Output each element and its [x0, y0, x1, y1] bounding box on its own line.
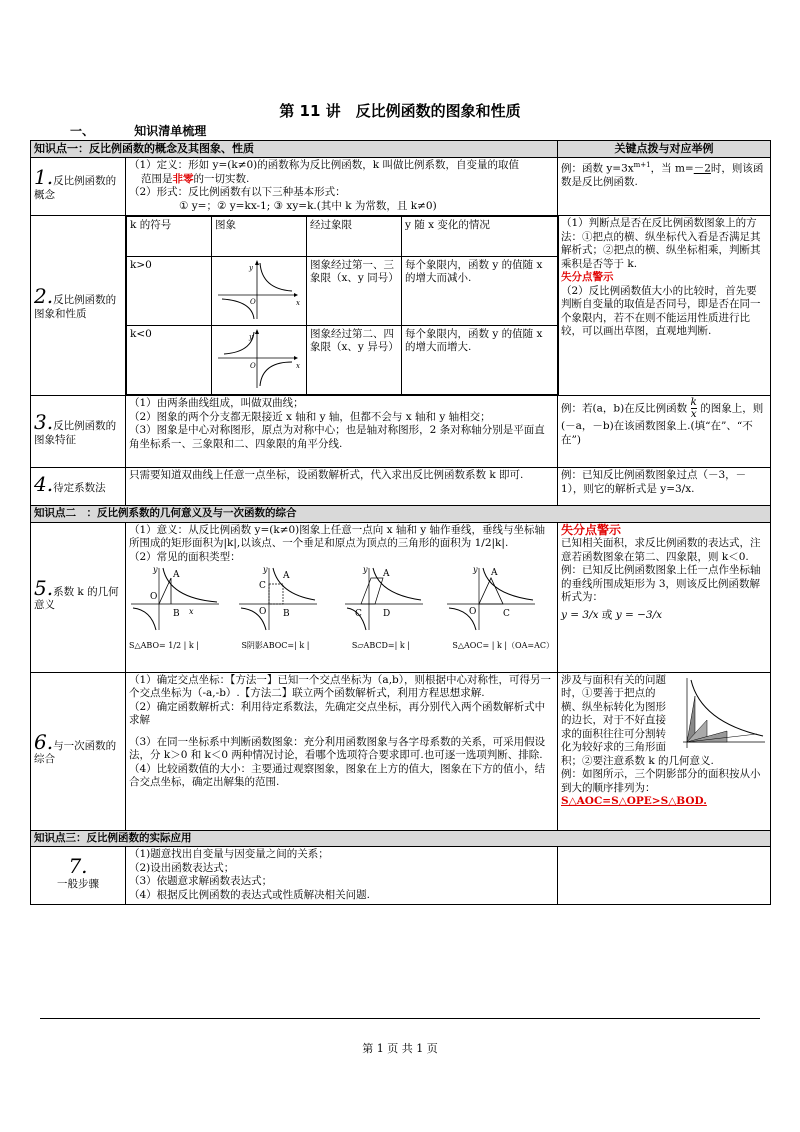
- svg-text:y: y: [363, 565, 368, 574]
- svg-text:A: A: [383, 569, 390, 579]
- steps-content: （1)题意找出自变量与因变量之间的关系； （2)设出函数表达式； （3）依题意求解函数表达式； （4）根据反比例函数的表达式或性质解决相关问题.: [126, 847, 558, 905]
- section-two-header: 知识点二 ：反比例系数的几何意义及与一次函数的综合: [31, 506, 771, 523]
- graph-properties-table: [126, 216, 559, 395]
- k-geometry-tips: 失分点警示 已知相关面积，求反比例函数的表达式，注意若函数图象在第二、四象限，则 k＜0. 例：已知反比例函数图象上任一点作坐标轴的垂线所围成矩形为 3，则该反比例函数解析式为： y = 3/x 或 y = −3/x: [558, 522, 771, 672]
- features-content: （1）由两条曲线组成，叫做双曲线； （2）图象的两个分支都无限接近 x 轴和 y 轴，但都不会与 x 轴和 y 轴相交； （3）图象是中心对称图形，原点为对称中心；也是轴对称图形，2 条对称轴分别是平面直角坐标系一、三象限和二、四象限的角平分线.: [126, 396, 558, 468]
- method-example: 例：已知反比例函数图象过点（－3，－1），则它的解析式是 y=3/x.: [558, 468, 771, 506]
- row-name-features: 3.反比例函数的图象特征: [31, 396, 126, 468]
- svg-text:C: C: [259, 581, 266, 591]
- area-types-figures: [129, 564, 553, 632]
- k-geometry-content: （1）意义：从反比例函数 y=(k≠0)图象上任意一点向 x 轴和 y 轴作垂线，垂线与坐标轴所围成的矩形面积为|k|,以该点、一个垂足和原点为顶点的三角形的面积为 1/2|k|. （2）常见的面积类型： A B O y x A B C O y A D C y A C O y S△ABO= 1/2 | k | S阴影ABOC=| k | S▱ABCD=| k | S△AOC= | k |（OA=AC）: [126, 522, 558, 672]
- table-header-row: [31, 141, 771, 158]
- row-concept: [31, 158, 771, 216]
- linear-content: （1）确定交点坐标：【方法一】已知一个交点坐标为（a,b），则根据中心对称性，可得另一个交点坐标为（-a,-b）.【方法二】联立两个函数解析式，利用方程思想求解. （2）确定函数解析式：利用待定系数法，先确定交点坐标，再分别代入两个函数解析式中求解 （3）在同一坐标系中判断函数图象：充分利用函数图象与各字母系数的关系，可采用假设法，分 k＞0 和 k＜0 两种情况讨论，看哪个选项符合要求即可.也可逐一选项判断、排除. （4）比较函数值的大小：主要通过观察图象，图象在上方的值大，图象在下方的值小，结合交点坐标，确定出解集的范围.: [126, 672, 558, 830]
- svg-text:O: O: [150, 592, 158, 602]
- svg-text:C: C: [355, 609, 362, 619]
- row-graph-properties: [31, 216, 771, 396]
- footer-divider: [40, 1018, 760, 1019]
- equation-positive: y = 3/x: [561, 608, 599, 621]
- header-right: 关键点拨与对应举例: [558, 141, 771, 158]
- k-positive: k>0: [127, 257, 212, 326]
- hyperbola-negative-graph: [212, 326, 304, 390]
- row-name-graph: 2.反比例函数的图象和性质: [31, 216, 126, 396]
- row-graph-features: [31, 396, 771, 468]
- area-formula-4: S△AOC= | k |（OA=AC）: [452, 640, 554, 650]
- svg-text:y: y: [263, 565, 268, 574]
- area-formula-3: S▱ABCD=| k |: [351, 640, 410, 650]
- knowledge-table: [30, 140, 771, 905]
- col-k-sign: k 的符号: [127, 217, 212, 257]
- area-formula-1: S△ABO= 1/2 | k |: [129, 640, 199, 650]
- svg-text:y: y: [249, 264, 253, 272]
- trend-negative: 每个象限内，函数 y 的值随 x 的增大而增大.: [402, 326, 559, 395]
- row-k-geometry: [31, 522, 771, 672]
- section-two-header-row: [31, 506, 771, 523]
- shaded-areas-figure: [677, 676, 767, 750]
- svg-text:B: B: [173, 609, 180, 619]
- svg-text:A: A: [283, 571, 290, 581]
- equation-negative: y = −3/x: [615, 608, 663, 621]
- col-trend: y 随 x 变化的情况: [402, 217, 559, 257]
- row-name-concept: 1.反比例函数的概念: [31, 158, 126, 216]
- row-name-k-geometry: 5.系数 k 的几何意义: [31, 522, 126, 672]
- row-linear-combination: [31, 672, 771, 830]
- col-graph: 图象: [212, 217, 307, 257]
- section-heading-text: 知识清单梳理: [134, 124, 207, 138]
- svg-text:x: x: [296, 299, 300, 307]
- svg-text:y: y: [153, 565, 158, 574]
- area-formula-2: S阴影ABOC=| k |: [241, 640, 310, 650]
- svg-text:B: B: [283, 609, 290, 619]
- row-name-linear: 6.与一次函数的综合: [31, 672, 126, 830]
- svg-text:y: y: [249, 333, 253, 341]
- answer-highlight: S△AOC=S△OPE>S△BOD.: [561, 795, 707, 807]
- features-example: 例：若(a，b)在反比例函数 $\frac{k}{x}$ 的图象上，则(－a，－b)在该函数图象上.(填“在”、“不在”): [558, 396, 771, 468]
- page-footer: 第 1 页 共 1 页: [362, 1042, 438, 1055]
- concept-example: 例：函数 $y=3x^{m+1}$，当 m=－2时，则该函数是反比例函数.: [558, 158, 771, 216]
- nonzero-highlight: 非零: [172, 172, 194, 185]
- svg-text:O: O: [250, 362, 256, 370]
- linear-tips: 涉及与面积有关的问题时，①要善于把点的横、纵坐标转化为图形的边长，对于不好直接求的面积往往可分割转化为较好求的三角形面积；②要注意系数 k 的几何意义. 例：如图所示，三个阴影部分的面积按从小到大的顺序排列为： S△AOC=S△OPE>S△BOD.: [558, 672, 771, 830]
- section-three-header: 知识点三：反比例函数的实际应用: [31, 830, 771, 847]
- page-title: 第 11 讲 反比例函数的图象和性质: [279, 102, 521, 120]
- graph-properties-content: [126, 216, 558, 396]
- section-three-header-row: [31, 830, 771, 847]
- concept-content: （1）定义：形如 y=(k≠0)的函数称为反比例函数，k 叫做比例系数，自变量的取值 范围是非零的一切实数. （2）形式：反比例函数有以下三种基本形式： ① y=；② y=kx-1; ③ xy=k.(其中 k 为常数，且 k≠0): [126, 158, 558, 216]
- svg-text:D: D: [383, 609, 391, 619]
- row-undetermined-coeff: [31, 468, 771, 506]
- col-quadrants: 经过象限: [307, 217, 402, 257]
- section-number: 一、: [70, 124, 95, 138]
- row-general-steps: [31, 847, 771, 905]
- svg-text:A: A: [491, 568, 498, 578]
- steps-empty: [558, 847, 771, 905]
- warning-label: 失分点警示: [561, 271, 614, 283]
- svg-text:O: O: [469, 607, 477, 617]
- svg-text:x: x: [189, 607, 194, 616]
- section-heading: [70, 122, 206, 139]
- warning-label: 失分点警示: [561, 522, 622, 537]
- quadrants-positive: 图象经过第一、三象限（x、y 同号）: [307, 257, 402, 326]
- graph-k-positive: [212, 257, 307, 326]
- hyperbola-positive-graph: [212, 257, 304, 321]
- trend-positive: 每个象限内，函数 y 的值随 x 的增大而减小.: [402, 257, 559, 326]
- method-content: 只需要知道双曲线上任意一点坐标，设函数解析式，代入求出反比例函数系数 k 即可.: [126, 468, 558, 506]
- graph-k-negative: [212, 326, 307, 395]
- svg-text:O: O: [259, 607, 267, 617]
- row-name-method: 4.待定系数法: [31, 468, 126, 506]
- svg-text:x: x: [296, 362, 300, 370]
- svg-text:A: A: [173, 570, 180, 580]
- header-left: 知识点一：反比例函数的概念及其图象、性质: [31, 141, 558, 158]
- svg-text:y: y: [473, 565, 478, 574]
- svg-text:O: O: [250, 298, 256, 306]
- area-formulas: [129, 639, 554, 653]
- row-name-steps: 7. 一般步骤: [31, 847, 126, 905]
- quadrants-negative: 图象经过第二、四象限（x、y 异号）: [307, 326, 402, 395]
- svg-text:C: C: [503, 609, 510, 619]
- k-negative: k<0: [127, 326, 212, 395]
- graph-tips: （1）判断点是否在反比例函数图象上的方法：①把点的横、纵坐标代入看是否满足其解析式；②把点的横、纵坐标相乘，判断其乘积是否等于 k. 失分点警示 （2）反比例函数值大小的比较时，首先要判断自变量的取值是否同号，即是否在同一个象限内，若不在则不能运用性质进行比较，可以画出草图，直观地判断.: [558, 216, 771, 396]
